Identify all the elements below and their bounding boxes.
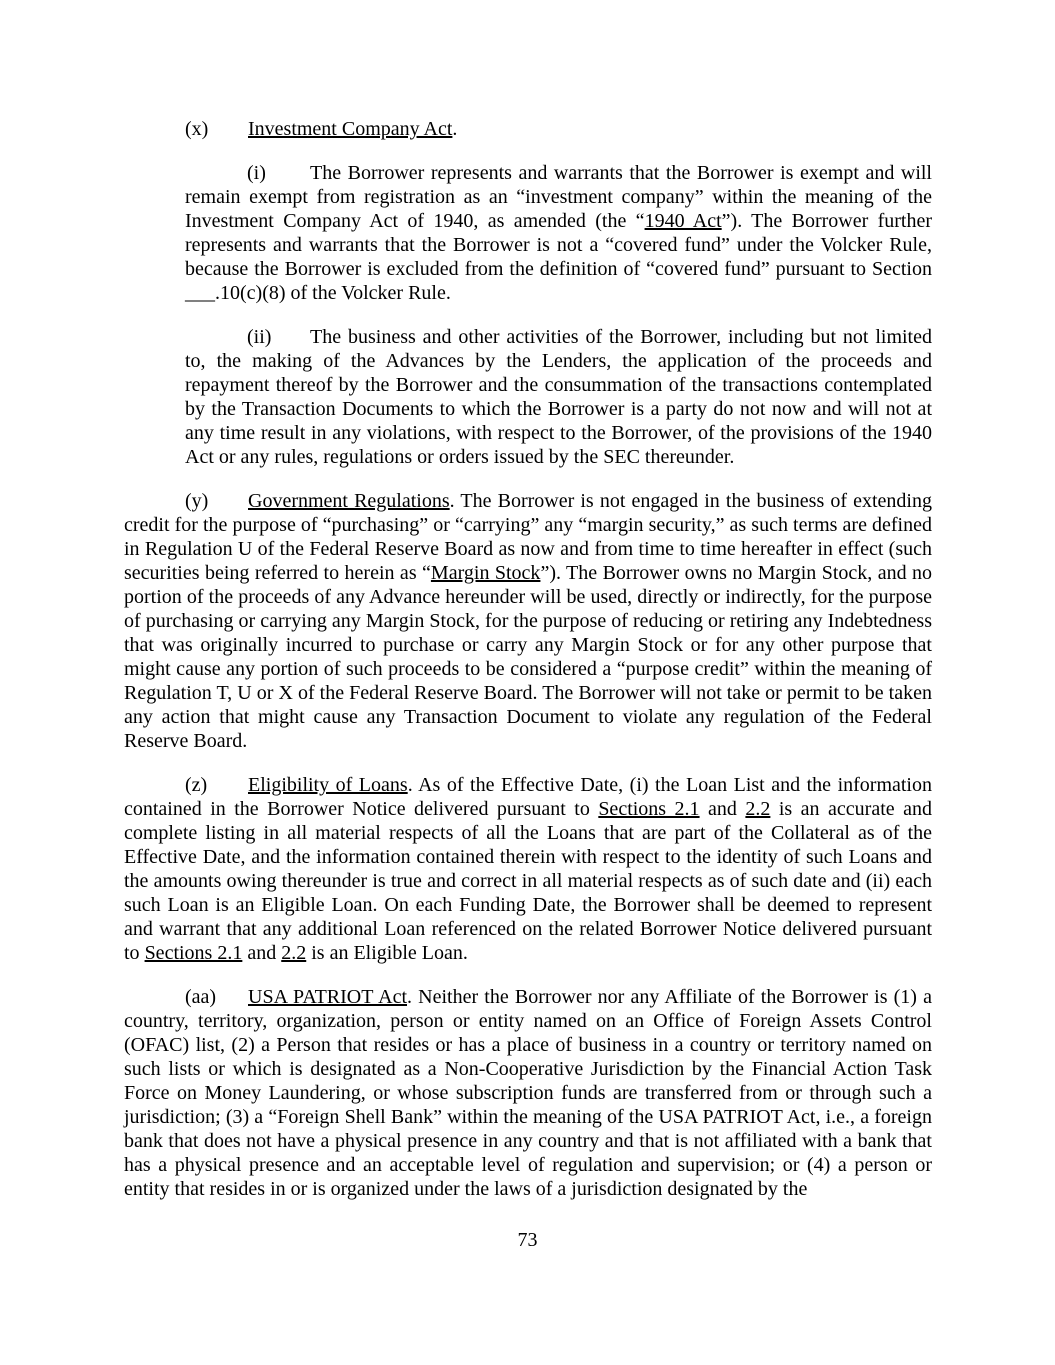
defined-term: 2.2	[281, 942, 307, 964]
paragraph-x	[185, 117, 932, 141]
defined-term: Investment Company Act	[248, 118, 453, 140]
text-run: is an Eligible Loan.	[306, 942, 468, 964]
text-run: . The Borrower is not engaged in the business of extending credit for the purpose of “purchasing” or “carrying” any “margin security,” as such terms are defined in Regulation U of the Federal Reserve Board as now and from time to time hereafter in effect (such securities being referred to herein as “	[124, 490, 932, 584]
text-run: ”). The Borrower further represents and warrants that the Borrower is not a “covered fund” under the Volcker Rule, because the Borrower is excluded from the definition of “covered fund” pursuant to Section ___.10(c)(8) of the Volcker Rule.	[185, 210, 932, 304]
text-run: ”). The Borrower owns no Margin Stock, and no portion of the proceeds of any Advance hereunder will be used, directly or indirectly, for the purpose of purchasing or carrying any Margin Stock, for the purpose of reducing or retiring any Indebtedness that was originally incurred to purchase or carry any Margin Stock or for any other purpose that might cause any portion of such proceeds to be considered a “purpose credit” within the meaning of Regulation T, U or X of the Federal Reserve Board. The Borrower will not take or permit to be taken any action that might cause any Transaction Document to violate any regulation of the Federal Reserve Board.	[124, 562, 933, 752]
paragraph-y	[124, 489, 932, 753]
text-run: .	[452, 118, 458, 140]
defined-term: 2.2	[745, 798, 771, 820]
text-run: and	[242, 942, 282, 964]
paragraph-marker: (z)	[185, 774, 208, 796]
document-body	[124, 117, 932, 1221]
defined-term: Eligibility of Loans	[248, 774, 408, 796]
paragraph-marker: (i)	[247, 162, 266, 184]
text-run: . Neither the Borrower nor any Affiliate of the Borrower is (1) a country, territory, organization, person or entity named on an Office of Foreign Assets Control (OFAC) list, (2) a Person that resides or has a place of business in a country or territory named on such lists or which is designated as a Non-Cooperative Jurisdiction by the Financial Action Task Force on Money Laundering, or whose subscription funds are transferred from or through such a jurisdiction; (3) a “Foreign Shell Bank” within the meaning of the USA PATRIOT Act, i.e., a foreign bank that does not have a physical presence in any country and that is not affiliated with a bank that has a physical presence and an acceptable level of regulation and supervision; or (4) a person or entity that resides in or is organized under the laws of a jurisdiction designated by the	[124, 986, 932, 1200]
text-run: and	[699, 798, 746, 820]
defined-term: USA PATRIOT Act	[248, 986, 408, 1008]
paragraph-aa	[124, 985, 932, 1201]
text-run: is an accurate and complete listing in all material respects of all the Loans that are part of the Collateral as of the Effective Date, and the information contained therein with respect to the identity of such Loans and the amounts owing thereunder is true and correct in all material respects as of such date and (ii) each such Loan is an Eligible Loan. On each Funding Date, the Borrower shall be deemed to represent and warrant that any additional Loan referenced on the related Borrower Notice delivered pursuant to	[124, 798, 932, 964]
text-run: . As of the Effective Date, (i) the Loan List and the information contained in the Borrower Notice delivered pursuant to	[124, 774, 932, 820]
defined-term: Margin Stock	[430, 562, 541, 584]
text-run: The Borrower represents and warrants that the Borrower is exempt and will remain exempt from registration as an “investment company” within the meaning of the Investment Company Act of 1940, as amended (the “	[185, 162, 932, 232]
paragraph-i	[185, 161, 932, 305]
paragraph-marker: (y)	[185, 490, 209, 512]
paragraph-ii	[185, 325, 932, 469]
paragraph-marker: (x)	[185, 118, 209, 140]
paragraph-marker: (ii)	[247, 326, 272, 348]
paragraph-z	[124, 773, 932, 965]
page-number: 73	[517, 1229, 538, 1251]
text-run: The business and other activities of the Borrower, including but not limited to, the making of the Advances by the Lenders, the application of the proceeds and repayment thereof by the Borrower and the consummation of the transactions contemplated by the Transaction Documents to which the Borrower is a party do not now and will not at any time result in any violations, with respect to the Borrower, of the provisions of the 1940 Act or any rules, regulations or orders issued by the SEC thereunder.	[185, 326, 932, 468]
defined-term: Sections 2.1	[598, 798, 700, 820]
defined-term: Government Regulations	[248, 490, 450, 512]
paragraph-marker: (aa)	[185, 986, 217, 1008]
defined-term: Sections 2.1	[144, 942, 243, 964]
defined-term: 1940 Act	[644, 210, 722, 232]
